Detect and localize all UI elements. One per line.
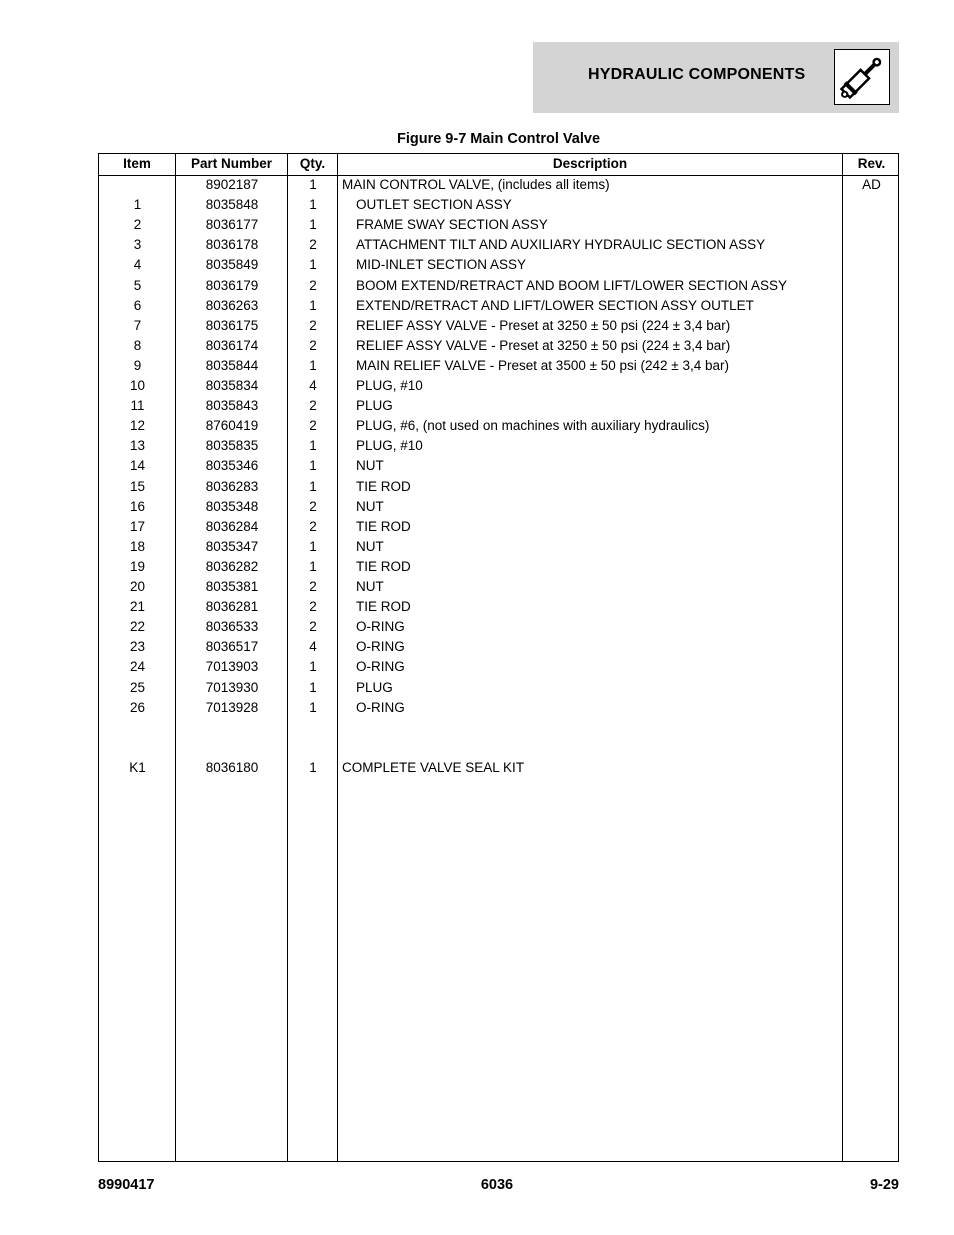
description-cell: ATTACHMENT TILT AND AUXILIARY HYDRAULIC SECTION ASSY — [356, 237, 766, 253]
rev-cell — [843, 277, 900, 297]
part-number-cell: 8035835 — [205, 438, 259, 454]
item-cell: 12 — [129, 418, 146, 434]
table-row — [99, 538, 898, 558]
description-cell: PLUG — [356, 398, 393, 414]
table-row — [99, 719, 898, 739]
column-header-item: Item — [123, 156, 151, 171]
item-cell: 13 — [129, 438, 146, 454]
item-cell: 24 — [129, 659, 146, 675]
qty-cell: 2 — [309, 599, 317, 615]
table-row — [99, 618, 898, 638]
table-row — [99, 357, 898, 377]
part-number-cell: 8036517 — [205, 639, 259, 655]
table-row — [99, 176, 898, 196]
rev-cell — [843, 759, 900, 779]
item-cell: 20 — [129, 579, 146, 594]
table-row — [99, 297, 898, 317]
table-row — [99, 498, 898, 518]
description-cell: TIE ROD — [356, 478, 411, 494]
description-cell: FRAME SWAY SECTION ASSY — [356, 217, 548, 233]
qty-cell: 1 — [309, 297, 317, 313]
column-header-part-number: Part Number — [190, 156, 273, 171]
rev-cell — [843, 679, 900, 699]
qty-cell: 2 — [309, 398, 317, 414]
rev-cell — [843, 297, 900, 317]
qty-cell: 1 — [309, 357, 317, 373]
part-number-cell: 8035849 — [205, 257, 259, 273]
table-row — [99, 478, 898, 498]
item-cell: K1 — [129, 759, 146, 775]
hydraulic-cylinder-icon — [834, 49, 890, 105]
column-header-qty: Qty. — [299, 156, 326, 171]
table-row — [99, 699, 898, 719]
item-cell: 8 — [133, 337, 142, 353]
table-row — [99, 518, 898, 538]
part-number-cell: 8035347 — [205, 538, 259, 554]
rev-cell — [843, 518, 900, 538]
part-number-cell: 8036533 — [205, 619, 259, 635]
qty-cell: 2 — [309, 518, 317, 534]
qty-cell: 2 — [309, 418, 317, 434]
description-cell: PLUG — [356, 679, 393, 695]
part-number-cell: 8035843 — [205, 398, 259, 414]
description-cell: COMPLETE VALVE SEAL KIT — [342, 759, 525, 775]
description-cell: NUT — [356, 458, 384, 474]
item-cell: 14 — [129, 458, 146, 474]
description-cell: MID-INLET SECTION ASSY — [356, 257, 527, 273]
footer-page-number: 9-29 — [869, 1177, 899, 1193]
qty-cell: 1 — [309, 197, 317, 213]
rev-cell — [843, 216, 900, 236]
description-cell: PLUG, #6, (not used on machines with auxiliary hydraulics) — [356, 418, 710, 434]
table-row — [99, 317, 898, 337]
table-row — [99, 377, 898, 397]
table-row — [99, 417, 898, 437]
part-number-cell: 8036180 — [205, 759, 259, 775]
rev-cell — [843, 437, 900, 457]
item-cell: 10 — [129, 378, 146, 393]
qty-cell: 2 — [309, 579, 317, 594]
description-cell: EXTEND/RETRACT AND LIFT/LOWER SECTION ASSY OUTLET — [356, 297, 754, 313]
description-cell: O-RING — [356, 619, 405, 635]
rev-cell — [843, 457, 900, 477]
part-number-cell — [176, 739, 288, 759]
rev-cell — [843, 236, 900, 256]
qty-cell: 1 — [309, 679, 317, 695]
qty-cell: 4 — [309, 378, 317, 393]
qty-cell: 2 — [309, 337, 317, 353]
part-number-cell: 7013903 — [205, 659, 259, 675]
section-title: HYDRAULIC COMPONENTS — [588, 66, 806, 83]
parts-table — [98, 153, 899, 1162]
table-row — [99, 196, 898, 216]
description-cell: TIE ROD — [356, 518, 411, 534]
rev-cell — [843, 337, 900, 357]
rev-cell — [843, 578, 900, 598]
table-row — [99, 658, 898, 678]
rev-cell — [843, 699, 900, 719]
rev-cell — [843, 196, 900, 216]
part-number-cell — [176, 719, 288, 739]
table-row — [99, 679, 898, 699]
item-cell: 9 — [133, 357, 142, 373]
description-cell: BOOM EXTEND/RETRACT AND BOOM LIFT/LOWER SECTION ASSY — [356, 277, 788, 293]
rev-cell — [843, 598, 900, 618]
qty-cell: 2 — [309, 277, 317, 293]
qty-cell: 2 — [309, 498, 317, 514]
part-number-cell: 8036283 — [205, 478, 259, 494]
rev-cell — [843, 638, 900, 658]
figure-title: Figure 9-7 Main Control Valve — [396, 131, 601, 147]
rev-cell — [843, 538, 900, 558]
table-row — [99, 397, 898, 417]
rev-cell — [843, 317, 900, 337]
item-cell: 1 — [133, 197, 142, 213]
part-number-cell: 8036177 — [205, 217, 259, 233]
description-cell: NUT — [356, 538, 384, 554]
item-cell: 25 — [129, 679, 146, 695]
qty-cell: 2 — [309, 237, 317, 253]
qty-cell: 1 — [309, 659, 317, 675]
item-cell: 23 — [129, 639, 146, 655]
qty-cell: 2 — [309, 619, 317, 635]
rev-cell — [843, 397, 900, 417]
part-number-cell: 8036174 — [205, 337, 259, 353]
item-cell — [99, 719, 176, 739]
table-row — [99, 578, 898, 598]
qty-cell: 1 — [309, 458, 317, 474]
description-cell: NUT — [356, 579, 384, 594]
description-cell: TIE ROD — [356, 599, 411, 615]
table-row — [99, 638, 898, 658]
qty-cell — [288, 719, 338, 739]
description-cell: RELIEF ASSY VALVE - Preset at 3250 ± 50 psi (224 ± 3,4 bar) — [356, 317, 731, 333]
item-cell: 5 — [133, 277, 142, 293]
rev-cell — [843, 256, 900, 276]
part-number-cell: 8036179 — [205, 277, 259, 293]
footer-model-number: 6036 — [480, 1177, 514, 1193]
item-cell: 3 — [133, 237, 142, 253]
section-header — [533, 42, 899, 113]
table-row — [99, 739, 898, 759]
description-cell: PLUG, #10 — [356, 438, 423, 454]
description-cell: TIE ROD — [356, 558, 411, 574]
table-row — [99, 256, 898, 276]
part-number-cell: 8036284 — [205, 518, 259, 534]
qty-cell — [288, 739, 338, 759]
description-cell: O-RING — [356, 639, 405, 655]
item-cell: 17 — [129, 518, 146, 534]
qty-cell: 1 — [309, 177, 317, 192]
description-cell — [342, 739, 842, 759]
part-number-cell: 8760419 — [205, 418, 259, 434]
qty-cell: 1 — [309, 257, 317, 273]
description-cell: PLUG, #10 — [356, 378, 423, 393]
rev-cell: AD — [862, 177, 881, 192]
column-header-rev: Rev. — [857, 156, 886, 171]
description-cell: O-RING — [356, 699, 405, 715]
item-cell: 18 — [129, 538, 146, 554]
qty-cell: 1 — [309, 438, 317, 454]
item-cell: 22 — [129, 619, 146, 635]
description-cell: MAIN CONTROL VALVE, (includes all items) — [342, 177, 610, 192]
rev-cell — [843, 377, 900, 397]
part-number-cell: 8036175 — [205, 317, 259, 333]
table-row — [99, 277, 898, 297]
column-header-description: Description — [552, 156, 628, 171]
item-cell: 4 — [133, 257, 142, 273]
part-number-cell: 8036263 — [205, 297, 259, 313]
part-number-cell: 8035348 — [205, 498, 259, 514]
description-cell: OUTLET SECTION ASSY — [356, 197, 512, 213]
rev-cell — [843, 658, 900, 678]
description-cell: NUT — [356, 498, 384, 514]
rev-cell — [843, 357, 900, 377]
rev-cell — [843, 618, 900, 638]
item-cell — [99, 739, 176, 759]
table-row — [99, 457, 898, 477]
rev-cell — [843, 739, 900, 759]
rev-cell — [843, 498, 900, 518]
item-cell: 11 — [130, 398, 145, 414]
qty-cell: 1 — [309, 558, 317, 574]
qty-cell: 1 — [309, 699, 317, 715]
part-number-cell: 8035381 — [205, 579, 259, 594]
part-number-cell: 8035346 — [205, 458, 259, 474]
table-row — [99, 598, 898, 618]
qty-cell: 1 — [309, 759, 317, 775]
item-cell: 15 — [129, 478, 146, 494]
item-cell: 26 — [129, 699, 146, 715]
table-row — [99, 759, 898, 779]
table-row — [99, 337, 898, 357]
footer-document-number: 8990417 — [98, 1177, 155, 1193]
item-cell: 21 — [129, 599, 146, 615]
qty-cell: 1 — [309, 538, 317, 554]
item-cell: 7 — [133, 317, 142, 333]
rev-cell — [843, 478, 900, 498]
item-cell — [99, 176, 176, 196]
rev-cell — [843, 719, 900, 739]
description-cell: MAIN RELIEF VALVE - Preset at 3500 ± 50 psi (242 ± 3,4 bar) — [356, 357, 729, 373]
table-row — [99, 558, 898, 578]
part-number-cell: 8902187 — [205, 177, 259, 192]
part-number-cell: 8036281 — [205, 599, 259, 615]
qty-cell: 2 — [309, 317, 317, 333]
rev-cell — [843, 558, 900, 578]
table-row — [99, 437, 898, 457]
description-cell: RELIEF ASSY VALVE - Preset at 3250 ± 50 psi (224 ± 3,4 bar) — [356, 337, 731, 353]
qty-cell: 1 — [309, 217, 317, 233]
part-number-cell: 8035848 — [205, 197, 259, 213]
qty-cell: 1 — [309, 478, 317, 494]
table-row — [99, 216, 898, 236]
rev-cell — [843, 417, 900, 437]
qty-cell: 4 — [309, 639, 317, 655]
part-number-cell: 8036282 — [205, 558, 259, 574]
item-cell: 2 — [133, 217, 142, 233]
description-cell — [342, 719, 842, 739]
part-number-cell: 7013930 — [205, 679, 259, 695]
description-cell: O-RING — [356, 659, 405, 675]
item-cell: 6 — [133, 297, 142, 313]
item-cell: 19 — [129, 558, 146, 574]
part-number-cell: 8035834 — [205, 378, 259, 393]
table-row — [99, 236, 898, 256]
item-cell: 16 — [129, 498, 146, 514]
part-number-cell: 8036178 — [205, 237, 259, 253]
part-number-cell: 7013928 — [205, 699, 259, 715]
part-number-cell: 8035844 — [205, 357, 259, 373]
